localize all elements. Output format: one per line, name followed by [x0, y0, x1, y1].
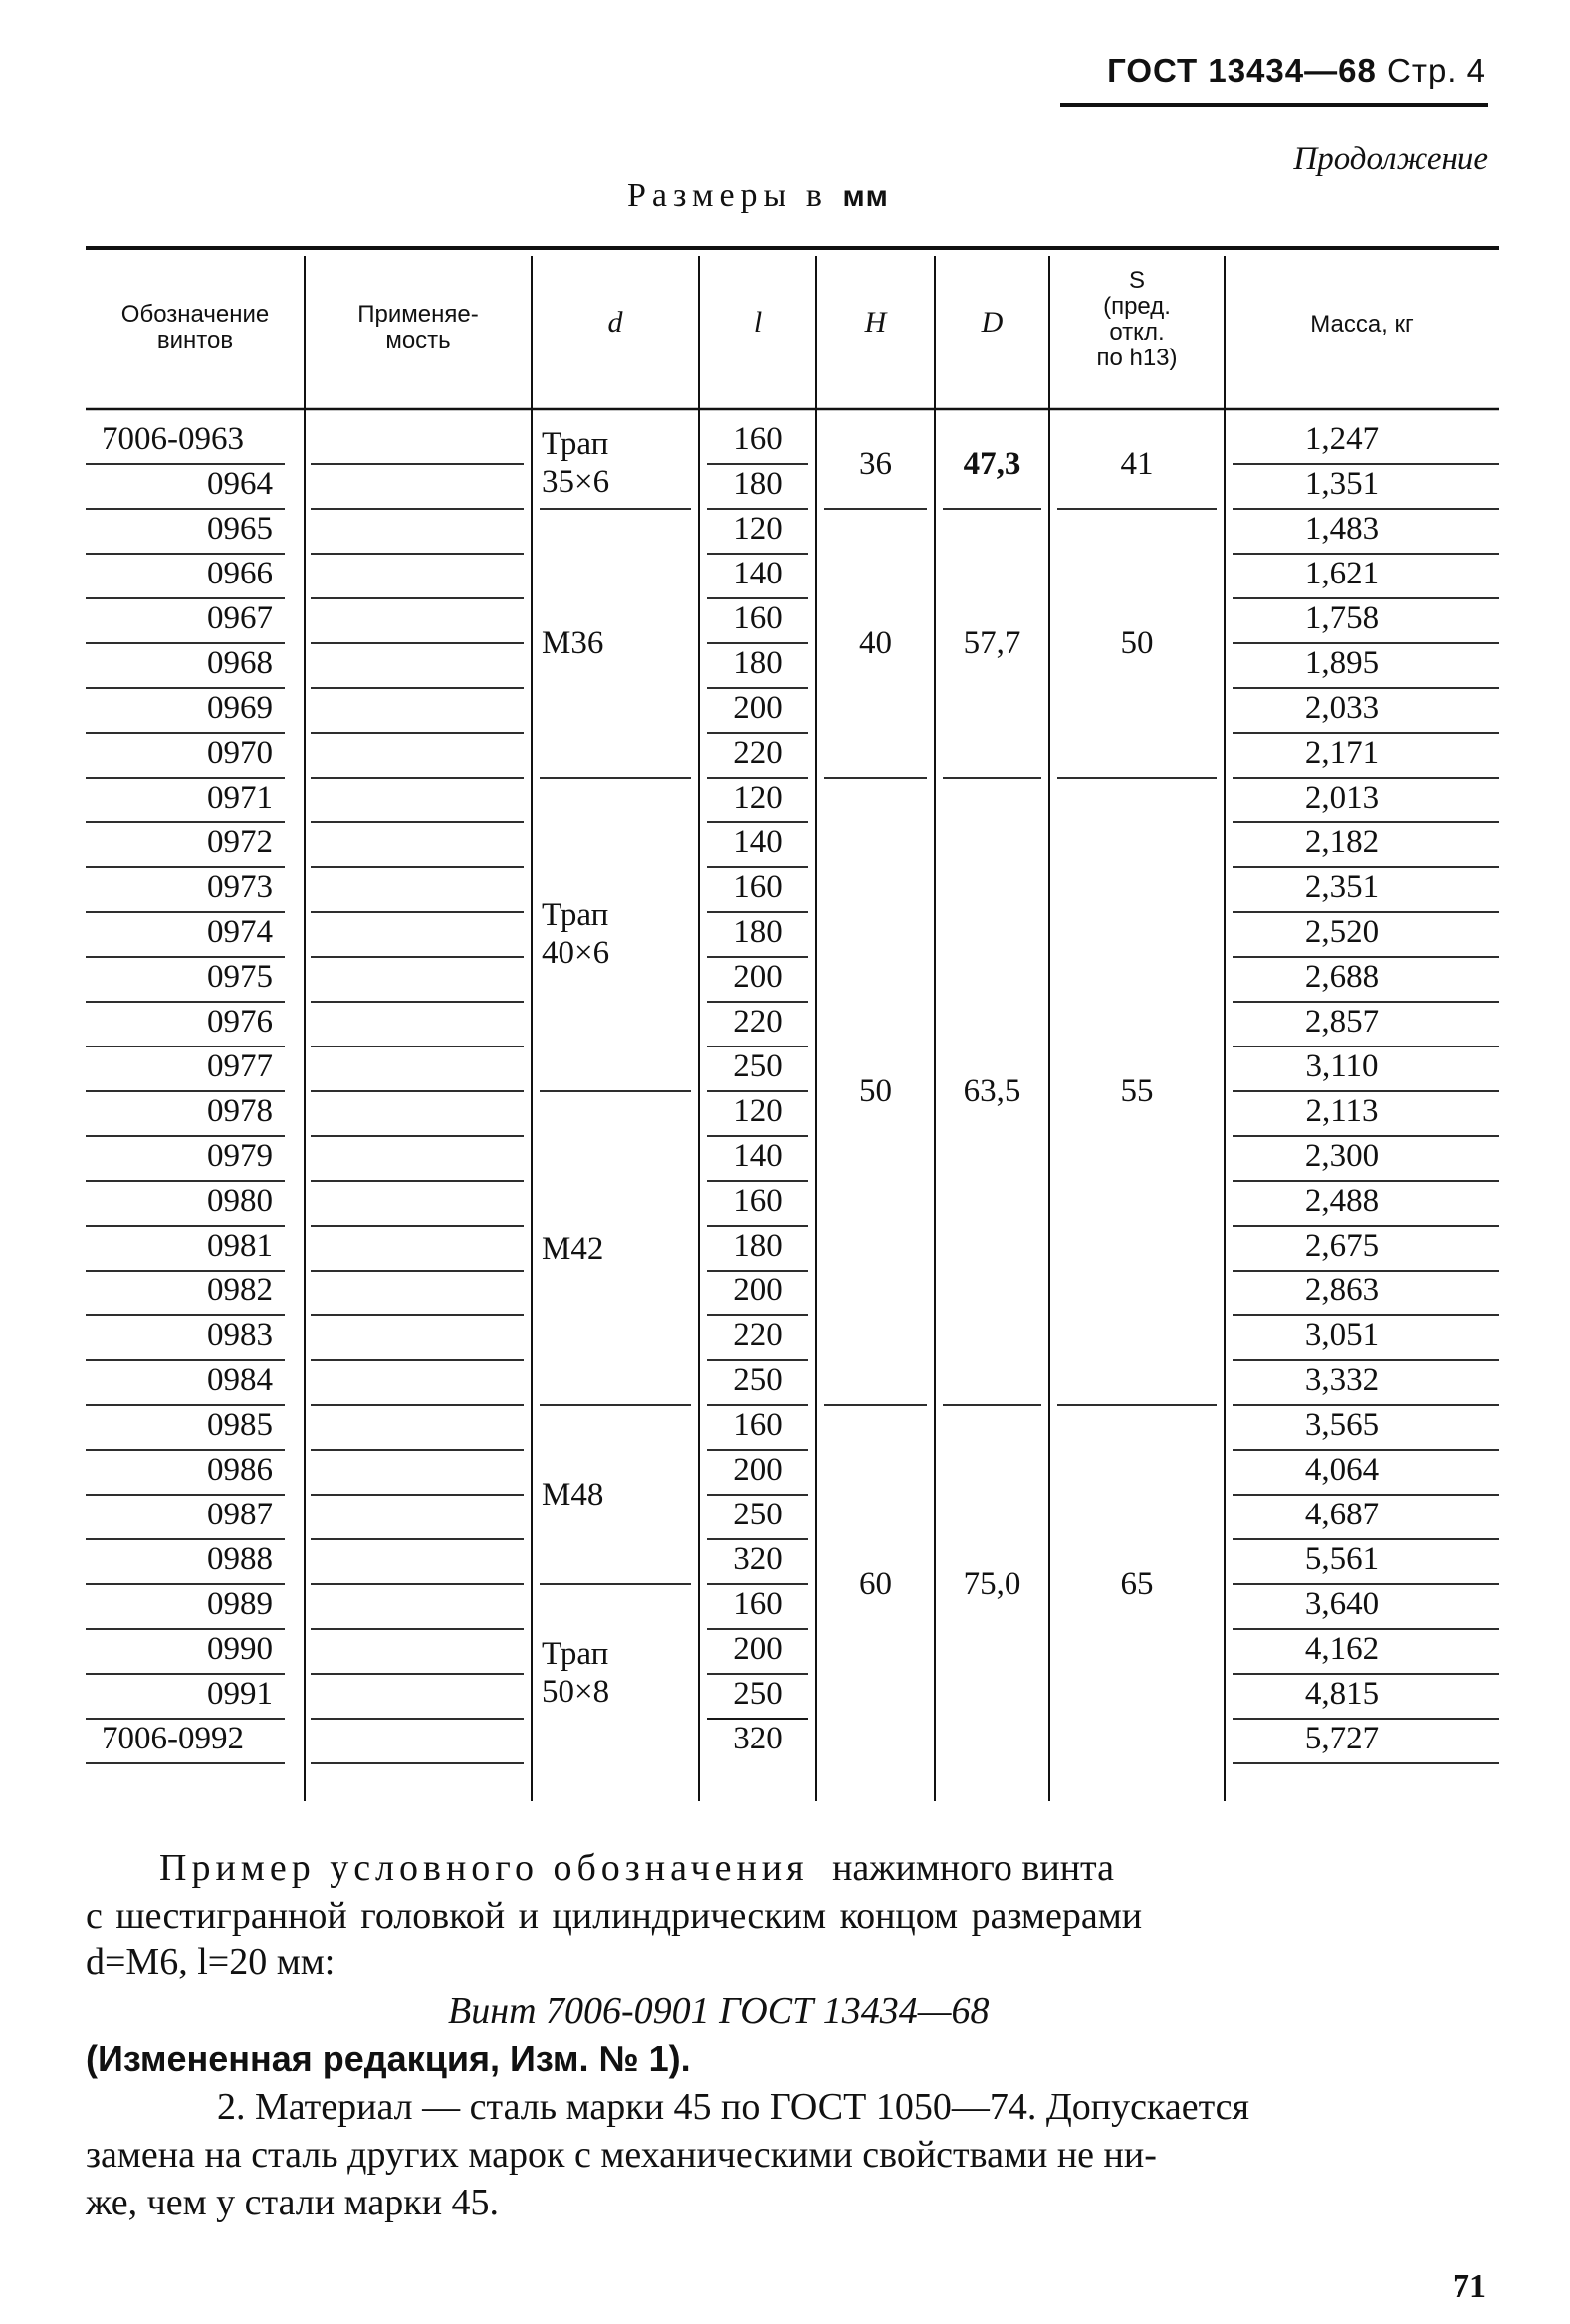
header-designation-line: винтов — [156, 327, 234, 353]
row-length: 200 — [733, 1452, 783, 1488]
row-mass: 2,113 — [1305, 1093, 1379, 1129]
row-mass: 2,351 — [1304, 869, 1380, 905]
row-mass: 3,110 — [1305, 1048, 1379, 1084]
row-length: 140 — [733, 1138, 783, 1174]
row-code: 0991 — [207, 1676, 273, 1712]
row-length: 160 — [733, 1183, 783, 1219]
group-H-value: 36 — [859, 446, 892, 482]
example-designation: Винт 7006-0901 ГОСТ 13434—68 — [448, 1990, 990, 2032]
row-length: 160 — [733, 869, 783, 905]
page-header — [1107, 52, 1486, 90]
row-code: 0982 — [207, 1273, 273, 1308]
d-group-label: Трап — [542, 1636, 609, 1672]
header-S-line: откл. — [1109, 319, 1165, 346]
row-code: 0974 — [207, 914, 273, 950]
d-group-label-size: 35×6 — [542, 464, 610, 500]
header-S-line: (пред. — [1103, 293, 1171, 320]
header-d: d — [607, 306, 623, 339]
row-mass: 1,621 — [1304, 556, 1380, 591]
d-group-label: Трап — [542, 896, 609, 933]
dimensions-table — [86, 240, 1499, 1813]
group-D-value: 47,3 — [963, 446, 1021, 482]
example-line-1 — [159, 1844, 1114, 1892]
row-mass: 2,857 — [1304, 1004, 1380, 1040]
page-label: Стр. 4 — [1387, 52, 1486, 89]
d-group-label: М48 — [542, 1477, 604, 1512]
row-length: 180 — [733, 645, 783, 681]
row-length: 220 — [733, 735, 783, 771]
row-code: 0985 — [207, 1407, 273, 1443]
example-rest-text: нажимного винта — [832, 1847, 1114, 1889]
row-length: 140 — [733, 824, 783, 860]
row-code: 0986 — [207, 1452, 273, 1488]
header-designation-line: Обозначение — [120, 301, 270, 328]
row-code: 7006-0963 — [102, 421, 244, 457]
header-H: H — [864, 306, 887, 339]
units-prefix: Размеры в — [627, 177, 828, 214]
units-caption — [627, 177, 889, 215]
units-unit: мм — [842, 180, 889, 213]
group-H-value: 60 — [859, 1566, 892, 1602]
row-length: 320 — [733, 1721, 783, 1756]
row-length: 120 — [733, 511, 783, 547]
row-mass: 2,488 — [1304, 1183, 1380, 1219]
header-applicability-line: Применяе- — [357, 301, 479, 328]
row-length: 200 — [733, 1273, 783, 1308]
group-S-value: 65 — [1120, 1566, 1154, 1602]
continuation-label: Продолжение — [1293, 141, 1488, 177]
row-mass: 2,863 — [1304, 1273, 1380, 1308]
group-H-value: 50 — [859, 1073, 892, 1109]
row-code: 0989 — [207, 1586, 273, 1622]
row-mass: 5,561 — [1304, 1541, 1380, 1577]
row-length: 160 — [733, 600, 783, 636]
row-code: 0977 — [207, 1048, 273, 1084]
row-length: 200 — [733, 959, 783, 995]
row-mass: 1,895 — [1304, 645, 1380, 681]
row-mass: 4,687 — [1304, 1497, 1380, 1532]
row-length: 160 — [733, 1407, 783, 1443]
row-code: 0978 — [207, 1093, 273, 1129]
row-code: 0984 — [207, 1362, 273, 1398]
header-D: D — [981, 306, 1004, 339]
row-length: 220 — [733, 1004, 783, 1040]
row-length: 180 — [733, 914, 783, 950]
row-mass: 4,162 — [1304, 1631, 1380, 1667]
row-mass: 2,182 — [1304, 824, 1380, 860]
group-S-value: 50 — [1120, 625, 1154, 661]
row-code: 0988 — [207, 1541, 273, 1577]
row-code: 0969 — [207, 690, 273, 726]
row-length: 250 — [733, 1362, 783, 1398]
header-mass: Масса, кг — [1310, 311, 1414, 338]
header-S — [1049, 268, 1225, 371]
example-line-2: с шестигранной головкой и цилиндрическим концом размерами — [86, 1895, 1143, 1937]
example-spaced-text: Пример условного обозначения — [159, 1847, 809, 1889]
header-S-line: по h13) — [1096, 345, 1178, 371]
row-mass: 4,815 — [1304, 1676, 1380, 1712]
row-code: 0975 — [207, 959, 273, 995]
row-mass: 2,300 — [1304, 1138, 1380, 1174]
row-length: 140 — [733, 556, 783, 591]
d-group-label: Трап — [542, 426, 609, 462]
group-D-value: 57,7 — [963, 625, 1021, 661]
row-mass: 3,565 — [1304, 1407, 1380, 1443]
d-group-label: М36 — [542, 625, 604, 661]
row-mass: 1,758 — [1304, 600, 1380, 636]
header-S-line: S — [1128, 267, 1145, 294]
row-length: 180 — [733, 1228, 783, 1264]
group-S-value: 41 — [1120, 446, 1154, 482]
row-code: 0967 — [207, 600, 273, 636]
row-mass: 2,520 — [1304, 914, 1380, 950]
row-code: 0976 — [207, 1004, 273, 1040]
header-designation — [86, 302, 305, 353]
row-mass: 1,483 — [1304, 511, 1380, 547]
header-rule — [1060, 103, 1488, 107]
row-mass: 3,051 — [1304, 1317, 1380, 1353]
row-code: 0965 — [207, 511, 273, 547]
row-length: 250 — [733, 1497, 783, 1532]
row-mass: 2,675 — [1304, 1228, 1380, 1264]
row-mass: 3,332 — [1304, 1362, 1380, 1398]
material-line-3: же, чем у стали марки 45. — [86, 2182, 500, 2223]
row-mass: 2,033 — [1304, 690, 1380, 726]
revision-note: (Измененная редакция, Изм. № 1). — [86, 2038, 691, 2079]
page-number: 71 — [1453, 2268, 1486, 2305]
row-length: 250 — [733, 1048, 783, 1084]
row-mass: 2,171 — [1304, 735, 1380, 771]
row-length: 160 — [733, 1586, 783, 1622]
row-code: 0964 — [207, 466, 273, 502]
row-mass: 3,640 — [1304, 1586, 1380, 1622]
row-length: 220 — [733, 1317, 783, 1353]
row-code: 0987 — [207, 1497, 273, 1532]
standard-number: ГОСТ 13434—68 — [1107, 52, 1377, 89]
row-code: 0970 — [207, 735, 273, 771]
d-group-label-size: 50×8 — [542, 1674, 610, 1710]
row-length: 200 — [733, 1631, 783, 1667]
group-S-value: 55 — [1120, 1073, 1154, 1109]
row-length: 320 — [733, 1541, 783, 1577]
row-code: 0983 — [207, 1317, 273, 1353]
header-applicability — [305, 302, 532, 353]
header-l: l — [753, 306, 763, 339]
row-length: 250 — [733, 1676, 783, 1712]
row-code: 0972 — [207, 824, 273, 860]
row-code: 0971 — [207, 780, 273, 815]
row-code: 0979 — [207, 1138, 273, 1174]
row-length: 200 — [733, 690, 783, 726]
material-line-1: 2. Материал — сталь марки 45 по ГОСТ 1050—74. Допускается — [217, 2086, 1250, 2128]
row-length: 160 — [733, 421, 783, 457]
row-code: 0968 — [207, 645, 273, 681]
row-mass: 2,688 — [1304, 959, 1380, 995]
header-applicability-line: мость — [385, 327, 451, 353]
row-length: 180 — [733, 466, 783, 502]
row-mass: 1,247 — [1304, 421, 1380, 457]
row-code: 0980 — [207, 1183, 273, 1219]
group-D-value: 63,5 — [963, 1073, 1021, 1109]
row-mass: 5,727 — [1304, 1721, 1380, 1756]
row-code: 0966 — [207, 556, 273, 591]
row-code: 0990 — [207, 1631, 273, 1667]
row-code: 7006-0992 — [102, 1721, 244, 1756]
row-length: 120 — [733, 1093, 783, 1129]
row-code: 0973 — [207, 869, 273, 905]
row-code: 0981 — [207, 1228, 273, 1264]
group-D-value: 75,0 — [963, 1566, 1021, 1602]
row-mass: 4,064 — [1304, 1452, 1380, 1488]
example-line-3: d=М6, l=20 мм: — [86, 1941, 336, 1982]
row-length: 120 — [733, 780, 783, 815]
d-group-label-size: 40×6 — [542, 934, 610, 971]
row-mass: 1,351 — [1304, 466, 1380, 502]
material-line-2: замена на сталь других марок с механическими свойствами не ни- — [86, 2134, 1157, 2176]
d-group-label: М42 — [542, 1230, 604, 1267]
group-H-value: 40 — [859, 625, 892, 661]
row-mass: 2,013 — [1304, 780, 1380, 815]
